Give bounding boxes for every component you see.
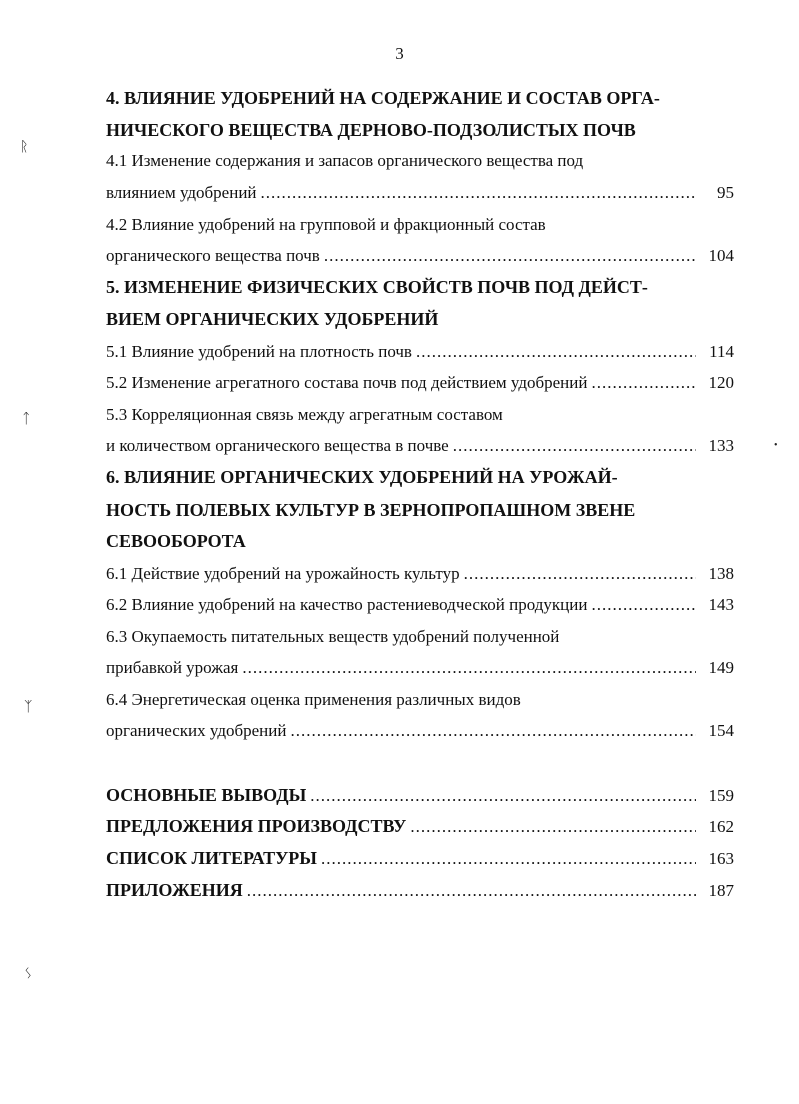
chapter-5-heading-line-2: ВИЕМ ОРГАНИЧЕСКИХ УДОБРЕНИЙ (106, 309, 439, 329)
section-4-2-title: 4.2 Влияние удобрений на групповой и фракционный состав (106, 215, 546, 234)
dot-leader (290, 721, 696, 741)
dot-leader (310, 786, 696, 806)
dot-leader (591, 595, 696, 615)
section-5-2-title: 5.2 Изменение агрегатного состава почв под действием удобрений (106, 373, 588, 392)
scan-mark: ᛉ (24, 700, 33, 715)
chapter-4-heading-line-1: 4. ВЛИЯНИЕ УДОБРЕНИЙ НА СОДЕРЖАНИЕ И СОСТАВ ОРГА- (106, 88, 660, 108)
toc-entry-6-2[interactable] (106, 595, 734, 615)
section-4-2-title-cont: органического вещества почв (106, 246, 320, 265)
chapter-6-heading-line-2: НОСТЬ ПОЛЕВЫХ КУЛЬТУР В ЗЕРНОПРОПАШНОМ ЗВЕНЕ (106, 500, 636, 520)
chapter-6-heading-line-3: СЕВООБОРОТА (106, 531, 246, 551)
page-ref: 143 (708, 595, 734, 614)
scan-dot: • (774, 440, 778, 451)
chapter-4-heading-line-2: НИЧЕСКОГО ВЕЩЕСТВА ДЕРНОВО-ПОДЗОЛИСТЫХ ПОЧВ (106, 120, 636, 140)
toc-entry-6-4[interactable] (106, 721, 734, 741)
dot-leader (247, 881, 696, 901)
dot-leader (591, 373, 696, 393)
section-4-1-title-cont: влиянием удобрений (106, 183, 257, 202)
section-6-4-title-cont: органических удобрений (106, 721, 287, 740)
toc-entry-4-2[interactable] (106, 246, 734, 266)
page-number: 3 (395, 44, 404, 63)
section-6-3-title-cont: прибавкой урожая (106, 658, 239, 677)
appendices-title: ПРИЛОЖЕНИЯ (106, 880, 243, 900)
section-5-3-title-cont: и количеством органического вещества в почве (106, 436, 449, 455)
page-ref: 120 (708, 373, 734, 392)
dot-leader (242, 658, 696, 678)
toc-entry-proposals[interactable] (106, 816, 734, 836)
toc-entry-conclusions[interactable] (106, 785, 734, 805)
toc-entry-appendices[interactable] (106, 880, 734, 900)
chapter-6-heading-line-1: 6. ВЛИЯНИЕ ОРГАНИЧЕСКИХ УДОБРЕНИЙ НА УРОЖАЙ- (106, 467, 618, 487)
section-4-1-title: 4.1 Изменение содержания и запасов органического вещества под (106, 151, 584, 170)
section-5-3-title: 5.3 Корреляционная связь между агрегатным составом (106, 405, 503, 424)
page-ref: 133 (708, 436, 734, 455)
page-ref: 163 (708, 849, 734, 868)
dot-leader (261, 183, 696, 203)
dot-leader (410, 817, 696, 837)
scan-mark: ᛊ (24, 967, 33, 982)
page-ref: 104 (708, 246, 734, 265)
references-title: СПИСОК ЛИТЕРАТУРЫ (106, 848, 317, 868)
page-ref: 154 (708, 721, 734, 740)
page-ref: 162 (708, 817, 734, 836)
page-ref: 187 (708, 881, 734, 900)
page-ref: 159 (708, 786, 734, 805)
toc-entry-4-1[interactable] (106, 183, 734, 203)
dot-leader (324, 246, 696, 266)
toc-entry-references[interactable] (106, 848, 734, 868)
dot-leader (416, 342, 696, 362)
scan-mark: ᚱ (20, 140, 29, 155)
dot-leader (321, 849, 696, 869)
page-ref: 138 (708, 564, 734, 583)
dot-leader (453, 436, 696, 456)
page-ref: 114 (709, 342, 734, 361)
dot-leader (464, 564, 696, 584)
page-ref: 149 (708, 658, 734, 677)
toc-entry-5-3[interactable] (106, 436, 734, 456)
toc-entry-5-2[interactable] (106, 373, 734, 393)
section-6-2-title: 6.2 Влияние удобрений на качество растениеводческой продукции (106, 595, 588, 614)
section-6-1-title: 6.1 Действие удобрений на урожайность культур (106, 564, 460, 583)
section-6-4-title: 6.4 Энергетическая оценка применения различных видов (106, 690, 521, 709)
section-5-1-title: 5.1 Влияние удобрений на плотность почв (106, 342, 412, 361)
proposals-title: ПРЕДЛОЖЕНИЯ ПРОИЗВОДСТВУ (106, 816, 407, 836)
toc-entry-6-1[interactable] (106, 564, 734, 584)
section-6-3-title: 6.3 Окупаемость питательных веществ удобрений полученной (106, 627, 560, 646)
chapter-5-heading-line-1: 5. ИЗМЕНЕНИЕ ФИЗИЧЕСКИХ СВОЙСТВ ПОЧВ ПОД ДЕЙСТ- (106, 277, 648, 297)
toc-entry-5-1[interactable] (106, 342, 734, 362)
page-ref: 95 (717, 183, 734, 202)
conclusions-title: ОСНОВНЫЕ ВЫВОДЫ (106, 785, 307, 805)
scan-mark: ᛏ (22, 412, 31, 427)
toc-entry-6-3[interactable] (106, 658, 734, 678)
